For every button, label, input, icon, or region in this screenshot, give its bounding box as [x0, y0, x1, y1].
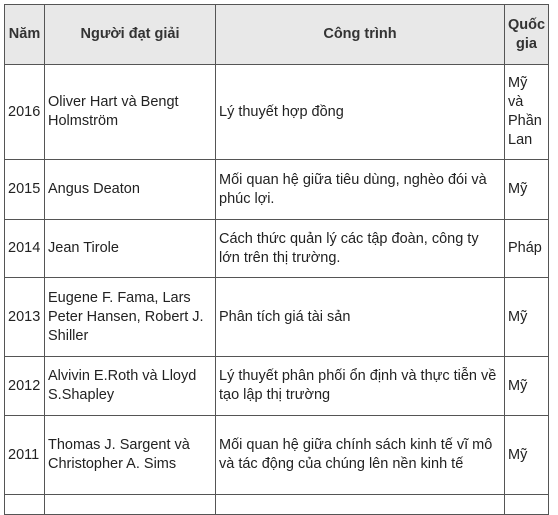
- cell-work: Lý thuyết phân phối ổn định và thực tiễn về tạo lập thị trường: [216, 357, 505, 416]
- cell-country: Mỹ và Phần Lan: [505, 65, 549, 160]
- table-row-cut-off: [5, 495, 549, 515]
- cell-winner: Eugene F. Fama, Lars Peter Hansen, Robert J. Shiller: [45, 278, 216, 357]
- cell-empty: [5, 495, 45, 515]
- cell-year: 2012: [5, 357, 45, 416]
- table-row: [5, 65, 549, 160]
- cell-work: Phân tích giá tài sản: [216, 278, 505, 357]
- cell-country: Mỹ: [505, 160, 549, 220]
- table-row: [5, 160, 549, 220]
- cell-winner: Jean Tirole: [45, 220, 216, 278]
- nobel-economics-table: [4, 4, 549, 515]
- cell-year: 2015: [5, 160, 45, 220]
- cell-year: 2013: [5, 278, 45, 357]
- cell-year: 2014: [5, 220, 45, 278]
- cell-work: Lý thuyết hợp đồng: [216, 65, 505, 160]
- cell-country: Mỹ: [505, 416, 549, 495]
- header-year: Năm: [5, 5, 45, 65]
- table-row: [5, 357, 549, 416]
- cell-country: Mỹ: [505, 278, 549, 357]
- cell-winner: Angus Deaton: [45, 160, 216, 220]
- cell-work: Mối quan hệ giữa tiêu dùng, nghèo đói và phúc lợi.: [216, 160, 505, 220]
- cell-winner: Oliver Hart và Bengt Holmström: [45, 65, 216, 160]
- cell-year: 2011: [5, 416, 45, 495]
- cell-year: 2016: [5, 65, 45, 160]
- cell-country: Pháp: [505, 220, 549, 278]
- table-header-row: [5, 5, 549, 65]
- header-winner: Người đạt giải: [45, 5, 216, 65]
- cell-work: Mối quan hệ giữa chính sách kinh tế vĩ mô và tác động của chúng lên nền kinh tế: [216, 416, 505, 495]
- cell-empty: [45, 495, 216, 515]
- cell-empty: [505, 495, 549, 515]
- header-country: Quốc gia: [505, 5, 549, 65]
- cell-winner: Alvivin E.Roth và Lloyd S.Shapley: [45, 357, 216, 416]
- cell-winner: Thomas J. Sargent và Christopher A. Sims: [45, 416, 216, 495]
- cell-country: Mỹ: [505, 357, 549, 416]
- cell-work: Cách thức quản lý các tập đoàn, công ty lớn trên thị trường.: [216, 220, 505, 278]
- header-work: Công trình: [216, 5, 505, 65]
- table-row: [5, 220, 549, 278]
- cell-empty: [216, 495, 505, 515]
- table-row: [5, 416, 549, 495]
- table-row: [5, 278, 549, 357]
